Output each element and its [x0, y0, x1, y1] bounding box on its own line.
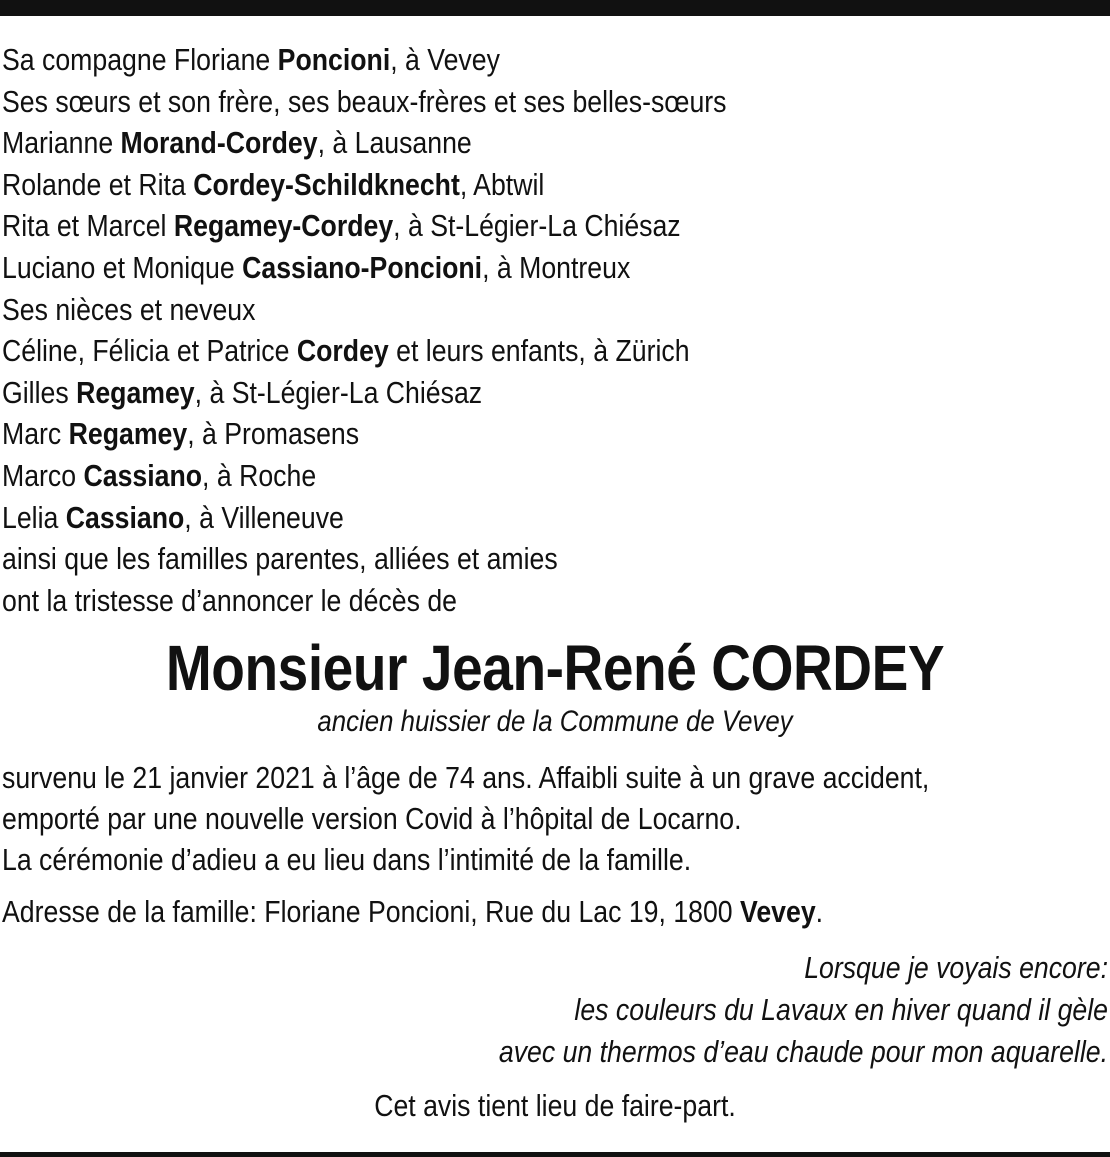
- poem-line: Lorsque je voyais encore:: [804, 950, 1108, 985]
- surname: Cassiano-Poncioni: [242, 249, 483, 285]
- deceased-name: Monsieur Jean-René CORDEY: [165, 632, 945, 704]
- line-text: Lelia: [2, 499, 66, 535]
- family-line: [2, 205, 948, 247]
- family-line: [2, 455, 948, 497]
- surname: Regamey-Cordey: [173, 208, 394, 244]
- address-suffix: .: [815, 894, 824, 929]
- line-text: ainsi que les familles parentes, alliées et amies: [2, 541, 558, 577]
- line-text: Ses nièces et neveux: [2, 291, 256, 327]
- bottom-border: [0, 1152, 1110, 1157]
- line-text: Rolande et Rita: [2, 166, 194, 202]
- deceased-role: ancien huissier de la Commune de Vevey: [317, 705, 793, 738]
- surname: Regamey: [76, 374, 195, 410]
- family-line: [2, 289, 948, 331]
- family-list: [2, 39, 1102, 621]
- address-text: Adresse de la famille: Floriane Poncioni, Rue du Lac 19, 1800: [2, 894, 741, 929]
- line-text: Gilles: [2, 374, 77, 410]
- line-text: et leurs enfants, à Zürich: [388, 333, 690, 369]
- line-text: , Abtwil: [459, 166, 545, 202]
- poem-line: les couleurs du Lavaux en hiver quand il gèle: [574, 992, 1108, 1027]
- line-text: Céline, Félicia et Patrice: [2, 333, 297, 369]
- family-line: [2, 247, 948, 289]
- surname: Cordey: [296, 333, 389, 369]
- surname: Morand-Cordey: [120, 125, 318, 161]
- line-text: , à Villeneuve: [184, 499, 344, 535]
- line-text: , à Montreux: [482, 249, 631, 285]
- line-text: , à Lausanne: [317, 125, 472, 161]
- family-line: [2, 39, 948, 81]
- line-text: , à Roche: [202, 457, 317, 493]
- family-line: [2, 372, 948, 414]
- line-text: Marco: [2, 457, 84, 493]
- line-text: Luciano et Monique: [2, 249, 243, 285]
- announcement-line: [2, 580, 948, 622]
- surname: Regamey: [68, 416, 188, 452]
- line-text: ont la tristesse d’annoncer le décès de: [2, 582, 457, 618]
- line-text: Sa compagne Floriane: [2, 42, 278, 77]
- address-city: Vevey: [740, 894, 816, 929]
- line-text: , à St-Légier-La Chiésaz: [393, 208, 681, 244]
- line-text: , à St-Légier-La Chiésaz: [194, 374, 483, 410]
- details-line: La cérémonie d’adieu a eu lieu dans l’intimité de la famille.: [2, 842, 692, 877]
- closing-note: Cet avis tient lieu de faire-part.: [374, 1088, 736, 1123]
- poem: [2, 947, 1108, 1073]
- line-text: Marianne: [2, 125, 121, 161]
- line-text: Marc: [2, 416, 69, 452]
- details-line: emporté par une nouvelle version Covid à l’hôpital de Locarno.: [2, 801, 742, 836]
- family-line: [2, 413, 948, 455]
- family-line: [2, 538, 948, 580]
- surname: Poncioni: [277, 42, 391, 77]
- poem-line: avec un thermos d’eau chaude pour mon aquarelle.: [498, 1034, 1109, 1069]
- family-line: [2, 330, 948, 372]
- line-text: , à Vevey: [390, 42, 500, 77]
- family-line: [2, 122, 948, 164]
- line-text: Ses sœurs et son frère, ses beaux-frères et ses belles-sœurs: [2, 83, 727, 119]
- top-border: [0, 0, 1110, 16]
- family-address: [2, 891, 1110, 933]
- family-line: [2, 497, 948, 539]
- surname: Cordey-Schildknecht: [193, 166, 460, 202]
- family-line: [2, 81, 948, 123]
- details-paragraph: [2, 757, 1110, 880]
- surname: Cassiano: [65, 499, 185, 535]
- details-line: survenu le 21 janvier 2021 à l’âge de 74 ans. Affaibli suite à un grave accident,: [2, 760, 930, 795]
- line-text: Rita et Marcel: [2, 208, 174, 244]
- family-line: [2, 164, 948, 206]
- line-text: , à Promasens: [187, 416, 360, 452]
- surname: Cassiano: [83, 457, 203, 493]
- address-line: [2, 891, 1034, 933]
